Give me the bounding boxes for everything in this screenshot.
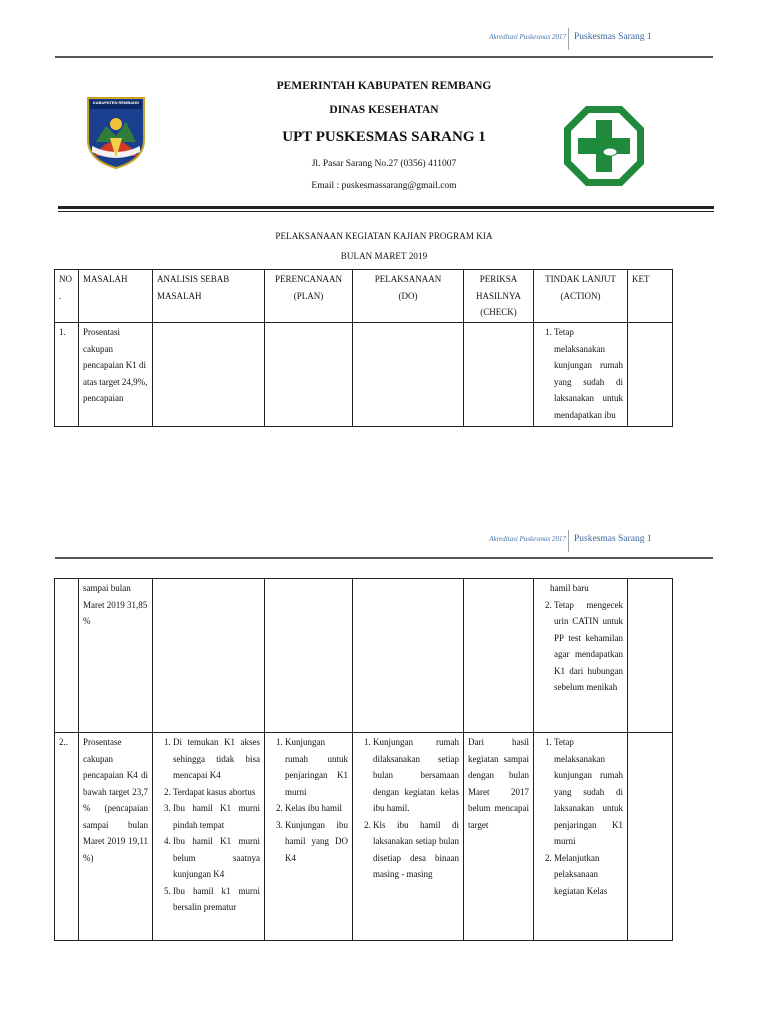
header-perencanaan-label: PERENCANAAN bbox=[274, 274, 342, 284]
row1-cont-no bbox=[55, 579, 79, 733]
header-masalah: MASALAH bbox=[79, 270, 153, 323]
header-rule bbox=[55, 56, 713, 58]
row1-pelaksanaan bbox=[353, 323, 464, 427]
header-divider bbox=[568, 530, 569, 552]
row2-perencanaan-item: 1. Kunjungan rumah untuk penjaringan K1 murni bbox=[285, 734, 348, 800]
row2-analisis-item: 4. Ibu hamil K1 murni belum saatnya kunjungan K4 bbox=[173, 833, 260, 883]
header-hasilnya-label: HASILNYA bbox=[476, 290, 521, 301]
row1-tindak-item-2: 2. Tetap mengecek urin CATIN untuk PP test kehamilan agar mendapatkan K1 dari hubungan sebelum menikah bbox=[554, 597, 623, 696]
row1-perencanaan bbox=[265, 323, 353, 427]
doc-title-line-1: PELAKSANAAN KEGIATAN KAJIAN PROGRAM KIA bbox=[275, 231, 493, 241]
row2-perencanaan-item: 3. Kunjungan ibu hamil yang DO K4 bbox=[285, 817, 348, 867]
header-plan-label: (PLAN) bbox=[293, 290, 324, 301]
header-ket: KET bbox=[628, 270, 673, 323]
emblem-label: KABUPATEN REMBANG bbox=[92, 100, 140, 105]
row2-no: 2.. bbox=[55, 733, 79, 941]
header-periksa-label: PERIKSA bbox=[479, 274, 518, 284]
row1-cont-tindak bbox=[534, 579, 628, 733]
doc-title-line-2: BULAN MARET 2019 bbox=[340, 251, 428, 261]
header-check-label: (CHECK) bbox=[480, 307, 517, 317]
row1-cont-periksa bbox=[464, 579, 534, 733]
row2-analisis-item: 5. Ibu hamil k1 murni bersalin prematur bbox=[173, 883, 260, 916]
table-row bbox=[55, 579, 673, 733]
header-do-label: (DO) bbox=[398, 290, 418, 301]
header-pelaksanaan-label: PELAKSANAAN bbox=[374, 274, 442, 284]
row2-ket bbox=[628, 733, 673, 941]
row1-tindak bbox=[534, 323, 628, 427]
row2-pelaksanaan-item: 1. Kunjungan rumah dilaksanakan setiap bulan bersamaan dengan kegiatan kelas ibu hamil. bbox=[373, 734, 459, 817]
row1-cont-perencanaan bbox=[265, 579, 353, 733]
row1-periksa bbox=[464, 323, 534, 427]
row1-no: 1. bbox=[55, 323, 79, 427]
header-tindak-label: TINDAK LANJUT bbox=[545, 274, 616, 284]
row1-cont-ket bbox=[628, 579, 673, 733]
kop-address: Jl. Pasar Sarang No.27 (0356) 411007 bbox=[311, 159, 457, 169]
kop-line-3: UPT PUSKESMAS SARANG 1 bbox=[282, 129, 486, 145]
row1-cont-masalah: sampai bulan Maret 2019 31,85 % bbox=[79, 579, 153, 733]
row2-tindak-item: 1. Tetap melaksanakan kunjungan rumah yang sudah di laksanakan untuk penjaringan K1 murni bbox=[554, 734, 623, 850]
row2-masalah: Prosentase cakupan pencapaian K4 di bawah target 23,7 % (pencapaian sampai bulan Maret 2019 19,11 %) bbox=[79, 733, 153, 941]
header-rule bbox=[55, 557, 713, 559]
kop-thin-rule bbox=[58, 211, 714, 212]
header-pelaksanaan bbox=[353, 270, 464, 323]
row2-tindak-item: 2. Melanjutkan pelaksanaan kegiatan Kelas bbox=[554, 850, 623, 900]
row2-analisis-item: 1. Di temukan K1 akses sehingga tidak bisa mencapai K4 bbox=[173, 734, 260, 784]
page-header-script: Akreditasi Puskesmas 2017 bbox=[489, 33, 566, 41]
row2-analisis bbox=[153, 733, 265, 941]
row1-analisis bbox=[153, 323, 265, 427]
row2-perencanaan-item: 2. Kelas ibu hamil bbox=[285, 800, 348, 817]
row1-cont-pelaksanaan bbox=[353, 579, 464, 733]
page-2-header-script: Akreditasi Puskesmas 2017 bbox=[489, 535, 566, 543]
row1-masalah: Prosentasi cakupan pencapaian K1 di atas target 24,9%, pencapaian bbox=[79, 323, 153, 427]
table-row bbox=[55, 733, 673, 941]
row2-perencanaan bbox=[265, 733, 353, 941]
header-perencanaan bbox=[265, 270, 353, 323]
row2-periksa: Dari hasil kegiatan sampai dengan bulan Maret 2017 belum mencapai target bbox=[464, 733, 534, 941]
row2-analisis-item: 3. Ibu hamil K1 murni pindah tempat bbox=[173, 800, 260, 833]
header-periksa bbox=[464, 270, 534, 323]
row1-tindak-item-1: 1. Tetap melaksanakan kunjungan rumah yang sudah di laksanakan untuk mendapatkan ibu bbox=[554, 324, 623, 423]
page-2-header-name: Puskesmas Sarang 1 bbox=[574, 534, 652, 544]
kia-table-page-1 bbox=[54, 269, 673, 427]
header-no: NO . bbox=[55, 270, 79, 323]
kop-line-1: PEMERINTAH KABUPATEN REMBANG bbox=[276, 80, 492, 92]
row1-cont-analisis bbox=[153, 579, 265, 733]
row1-cont-tindak-continued: hamil baru bbox=[550, 583, 589, 593]
kop-thick-rule bbox=[58, 206, 714, 209]
kia-table-page-2 bbox=[54, 578, 673, 941]
header-divider bbox=[568, 28, 569, 50]
row1-ket bbox=[628, 323, 673, 427]
row2-pelaksanaan bbox=[353, 733, 464, 941]
row2-tindak bbox=[534, 733, 628, 941]
page-header-name: Puskesmas Sarang 1 bbox=[574, 32, 652, 42]
header-action-label: (ACTION) bbox=[560, 290, 601, 301]
header-analisis: ANALISIS SEBAB MASALAH bbox=[153, 270, 265, 323]
row2-pelaksanaan-item: 2. Kls ibu hamil di laksanakan setiap bulan disetiap desa binaan masing - masing bbox=[373, 817, 459, 883]
table-row bbox=[55, 323, 673, 427]
puskesmas-logo-icon bbox=[562, 104, 646, 188]
kop-line-2: DINAS KESEHATAN bbox=[329, 104, 439, 116]
row2-analisis-item: 2. Terdapat kasus abortus bbox=[173, 784, 260, 801]
kop-email: Email : puskesmassarang@gmail.com bbox=[311, 181, 457, 191]
header-tindak-lanjut bbox=[534, 270, 628, 323]
table-header-row bbox=[55, 270, 673, 323]
